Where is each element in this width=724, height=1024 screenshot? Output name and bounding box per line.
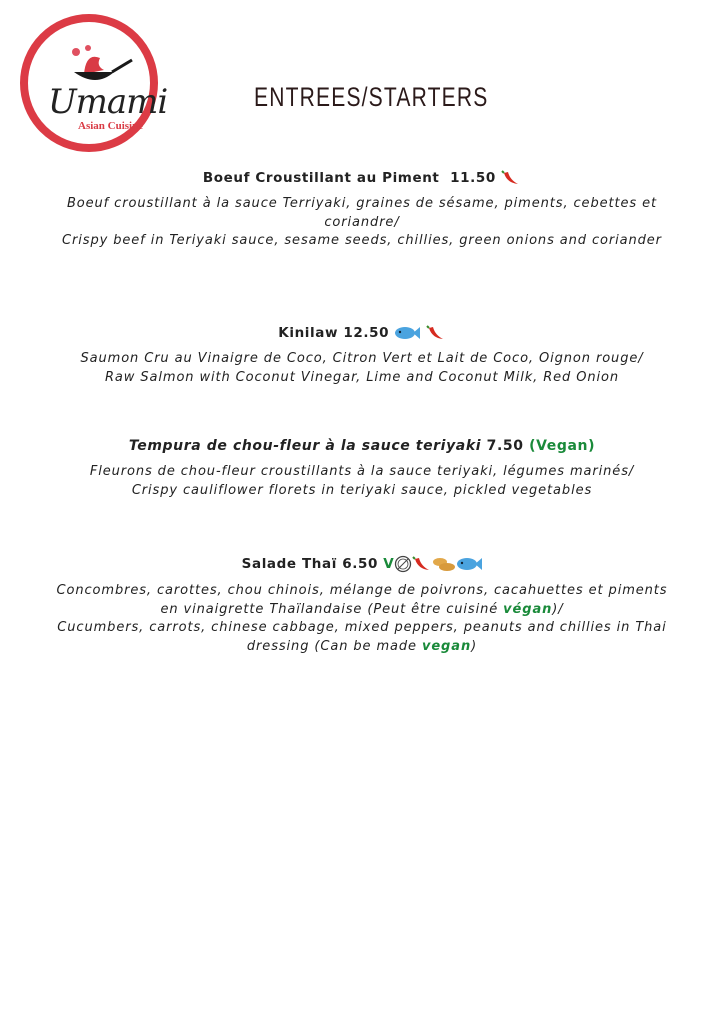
restaurant-logo (20, 14, 168, 152)
wok-icon (66, 44, 136, 86)
gluten-free-icon (394, 555, 412, 573)
vegetarian-tag: V (383, 556, 395, 572)
item-description-en: Crispy cauliflower florets in teriyaki sauce, pickled vegetables (131, 482, 593, 498)
item-price: 6.50 (342, 556, 378, 572)
vegan-highlight: vegan (421, 638, 472, 654)
item-name: Boeuf Croustillant au Piment (202, 170, 440, 186)
item-name: Salade Thaï (241, 556, 337, 572)
fish-icon (394, 326, 420, 340)
item-description-fr: Saumon Cru au Vinaigre de Coco, Citron Vert et Lait de Coco, Oignon rouge/ (80, 351, 644, 366)
chili-icon (426, 325, 446, 341)
item-heading (0, 555, 724, 573)
chili-icon (501, 170, 521, 186)
menu-item (0, 325, 724, 387)
logo-name: Umami (48, 82, 168, 122)
item-heading (0, 170, 724, 186)
menu-item (0, 555, 724, 656)
item-price: 11.50 (450, 170, 496, 186)
item-description-fr: Boeuf croustillant à la sauce Terriyaki, graines de sésame, piments, cebettes et coriandre/ (66, 196, 658, 230)
item-name: Tempura de chou-fleur à la sauce teriyaki (128, 438, 482, 454)
item-description-en: Raw Salmon with Coconut Vinegar, Lime and Coconut Milk, Red Onion (104, 369, 619, 385)
item-name: Kinilaw (278, 325, 339, 341)
vegan-highlight: végan (503, 601, 553, 617)
item-description-en-line1: Cucumbers, carrots, chinese cabbage, mixed peppers, peanuts and chillies in Thai (57, 620, 667, 635)
item-heading (0, 325, 724, 341)
item-heading (0, 438, 724, 454)
item-description-fr-end: )/ (552, 601, 564, 617)
item-description-fr-line1: Concombres, carottes, chou chinois, mélange de poivrons, cacahuettes et piments (56, 583, 668, 598)
page-title: ENTREES/STARTERS (254, 82, 489, 112)
item-description-fr-line2: en vinaigrette Thaïlandaise (Peut être cuisiné (160, 601, 504, 617)
item-price: 7.50 (486, 438, 524, 454)
menu-item (0, 438, 724, 500)
item-price: 12.50 (343, 325, 390, 341)
item-description-en-line2: dressing (Can be made (246, 638, 422, 654)
logo-tagline: Asian Cuisine (78, 120, 144, 132)
menu-item (0, 170, 724, 251)
item-description-fr: Fleurons de chou-fleur croustillants à la sauce teriyaki, légumes marinés/ (89, 464, 635, 479)
item-description-en: Crispy beef in Teriyaki sauce, sesame seeds, chillies, green onions and coriander (62, 233, 662, 248)
peanut-icon (432, 556, 456, 572)
chili-icon (412, 556, 432, 572)
fish-icon (456, 557, 482, 571)
item-description-en-end: ) (471, 638, 478, 654)
vegan-tag: (Vegan) (529, 438, 596, 454)
